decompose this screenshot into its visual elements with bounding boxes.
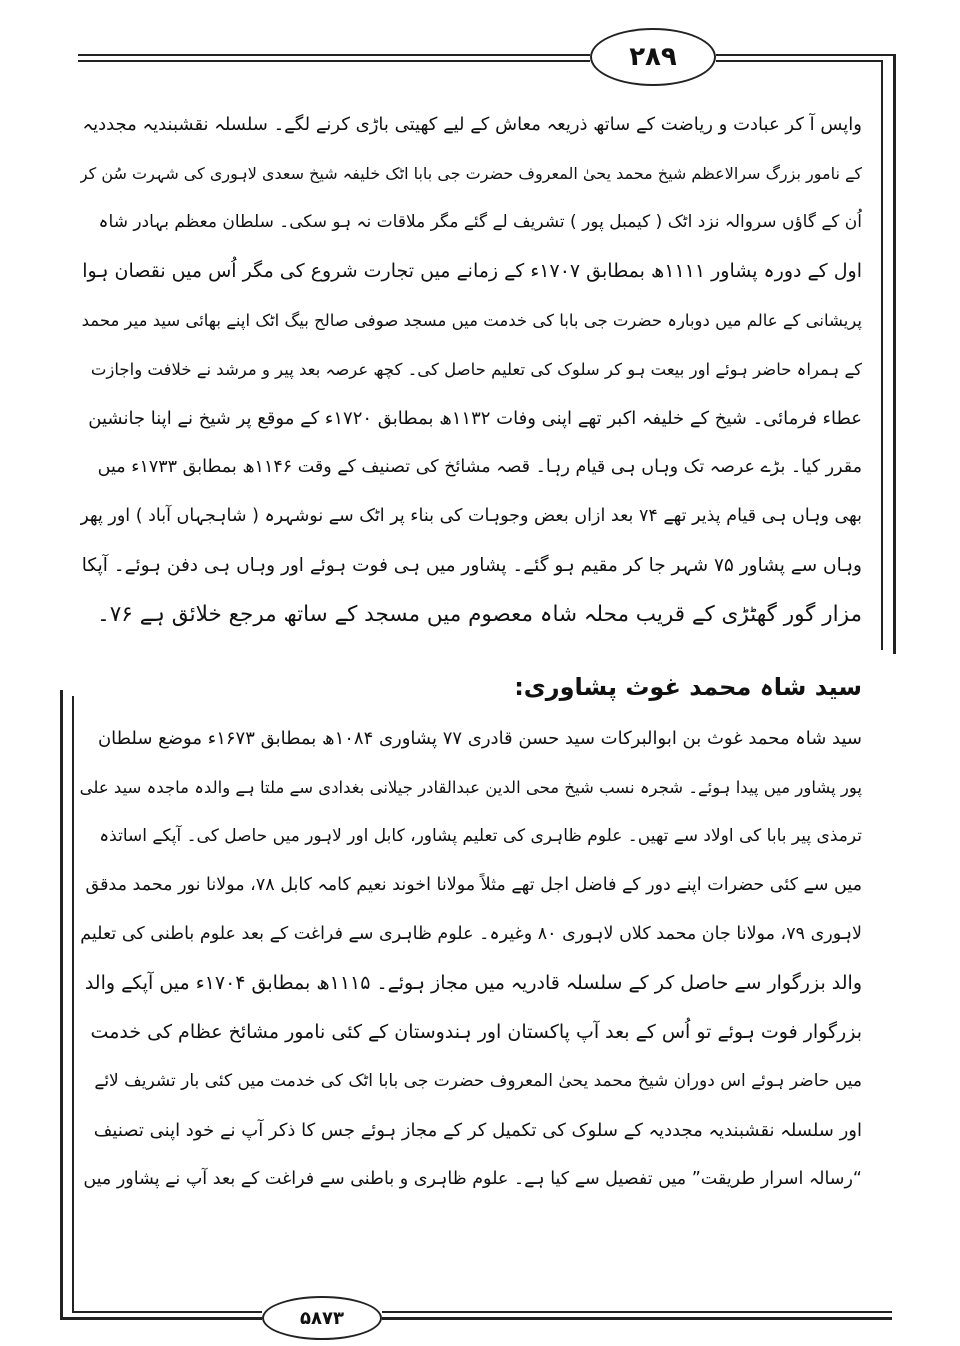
top-rule-right-outer — [716, 54, 894, 56]
paragraph-2-line: “رسالہ اسرار طریقت” میں تفصیل سے کیا ہے۔ علوم ظاہری و باطنی سے فراغت کے بعد آپ نے پشاور میں — [83, 1169, 862, 1189]
paragraph-2-line: والد بزرگوار سے حاصل کر کے سلسلہ قادریہ میں مجاز ہوئے۔ ۱۱۱۵ھ بمطابق ۱۷۰۴ء میں آپکے والد — [84, 972, 862, 994]
footer-code: ۵۸۷۳ — [262, 1296, 382, 1340]
paragraph-2-line: پور پشاور میں پیدا ہوئے۔ شجرہ نسب شیخ محی الدین عبدالقادر جیلانی بغدادی سے ملتا ہے والدہ ماجدہ سید علی — [80, 778, 862, 797]
top-rule-inner — [78, 60, 590, 62]
paragraph-2-line: میں حاضر ہوئے اس دوران شیخ محمد یحیٰ المعروف حضرت جی بابا اٹک کی خدمت میں کئی بار تشریف لائے — [94, 1071, 862, 1091]
right-rule-inner — [881, 60, 883, 650]
bottom-rule-right-inner — [382, 1311, 892, 1313]
paragraph-1-line: وہاں سے پشاور ۷۵ شہر جا کر مقیم ہو گئے۔ پشاور میں ہی فوت ہوئے اور وہاں ہی دفن ہوئے۔ آپکا — [81, 555, 862, 576]
paragraph-2-line: میں سے کئی حضرات اپنے دور کے فاضل اجل تھے مثلاً مولانا اخوند نعیم کامہ کابل ۷۸، مولانا نور محمد مدقق — [85, 875, 862, 895]
top-rule-outer — [78, 54, 590, 56]
paragraph-1-line: پریشانی کے عالم میں دوبارہ حضرت جی بابا کی خدمت میں مسجد صوفی صالح بیگ اٹک اپنے بھائی سید میر محمد — [81, 311, 862, 330]
paragraph-2-line: بزرگوار فوت ہوئے تو اُس کے بعد آپ پاکستان اور ہندوستان کے کئی نامور مشائخ عظام کی خدمت — [90, 1021, 862, 1043]
bottom-rule-left-outer — [60, 1317, 262, 1320]
paragraph-2-line: اور سلسلہ نقشبندیہ مجددیہ کے سلوک کی تکمیل کر کے مجاز ہوئے جس کا ذکر آپ نے خود اپنی تصنیف — [93, 1120, 862, 1141]
paragraph-1-line: واپس آ کر عبادت و ریاضت کے ساتھ ذریعہ معاش کے لیے کھیتی باڑی کرنے لگے۔ سلسلہ نقشبندیہ مجددیہ — [82, 114, 862, 135]
right-rule-outer — [893, 54, 896, 654]
top-rule-right-inner — [716, 60, 882, 62]
page-number: ۲۸۹ — [590, 28, 716, 86]
paragraph-1-line: اُن کے گاؤں سروالہ نزد اٹک ( کیمبل پور ) تشریف لے گئے مگر ملاقات نہ ہو سکی۔ سلطان معظم بہادر شاہ — [98, 212, 862, 232]
paragraph-1-line: مقرر کیا۔ بڑے عرصہ تک وہاں ہی قیام رہا۔ قصہ مشائخ کی تصنیف کے وقت ۱۱۴۶ھ بمطابق ۱۷۳۳ء میں — [97, 457, 862, 477]
paragraph-1-line: بھی وہاں ہی قیام پذیر تھے ۷۴ بعد ازاں بعض وجوہات کی بناء پر اٹک سے نوشہرہ ( شاہجہاں آباد ) اور پھر — [80, 506, 862, 526]
paragraph-1-line: کے نامور بزرگ سرالاعظم شیخ محمد یحیٰ المعروف حضرت جی بابا اٹک خلیفہ شیخ سعدی لاہوری کی شہرت سُن کر — [80, 164, 862, 183]
bottom-rule-right-outer — [382, 1317, 892, 1320]
paragraph-2 — [80, 714, 862, 1204]
section-heading: سید شاہ محمد غوث پشاوری: — [514, 673, 862, 701]
paragraph-1-line: کے ہمراہ حاضر ہوئے اور بیعت ہو کر سلوک کی تعلیم حاصل کی۔ کچھ عرصہ بعد پیر و مرشد نے خلافت واجازت — [90, 360, 862, 379]
paragraph-2-line: ترمذی پیر بابا کی اولاد سے تھیں۔ علوم ظاہری کی تعلیم پشاور، کابل اور لاہور میں حاصل کی۔ آپکے اساتذہ — [99, 826, 862, 846]
paragraph-1-line: مزار گور گھٹڑی کے قریب محلہ شاہ معصوم میں مسجد کے ساتھ مرجع خلائق ہے ۷۶۔ — [97, 602, 862, 627]
paragraph-2-line: سید شاہ محمد غوث بن ابوالبرکات سید حسن قادری ۷۷ پشاوری ۱۰۸۴ھ بمطابق ۱۶۷۳ء موضع سلطان — [97, 728, 862, 749]
left-rule-outer — [60, 690, 63, 1318]
paragraph-1-line: عطاء فرمائی۔ شیخ کے خلیفہ اکبر تھے اپنی وفات ۱۱۳۲ھ بمطابق ۱۷۲۰ء کے موقع پر شیخ نے اپنا جانشین — [88, 408, 862, 429]
paragraph-2-line: لاہوری ۷۹، مولانا جان محمد کلاں لاہوری ۸۰ وغیرہ۔ علوم ظاہری سے فراغت کے بعد علوم باطنی کی تعلیم — [80, 924, 862, 944]
bottom-rule-left-inner — [72, 1311, 262, 1313]
left-rule-inner — [72, 696, 74, 1312]
paragraph-1 — [80, 100, 862, 639]
paragraph-1-line: اول کے دورہ پشاور ۱۱۱۱ھ بمطابق ۱۷۰۷ء کے زمانے میں تجارت شروع کی مگر اُس میں نقصان ہوا — [82, 260, 862, 282]
